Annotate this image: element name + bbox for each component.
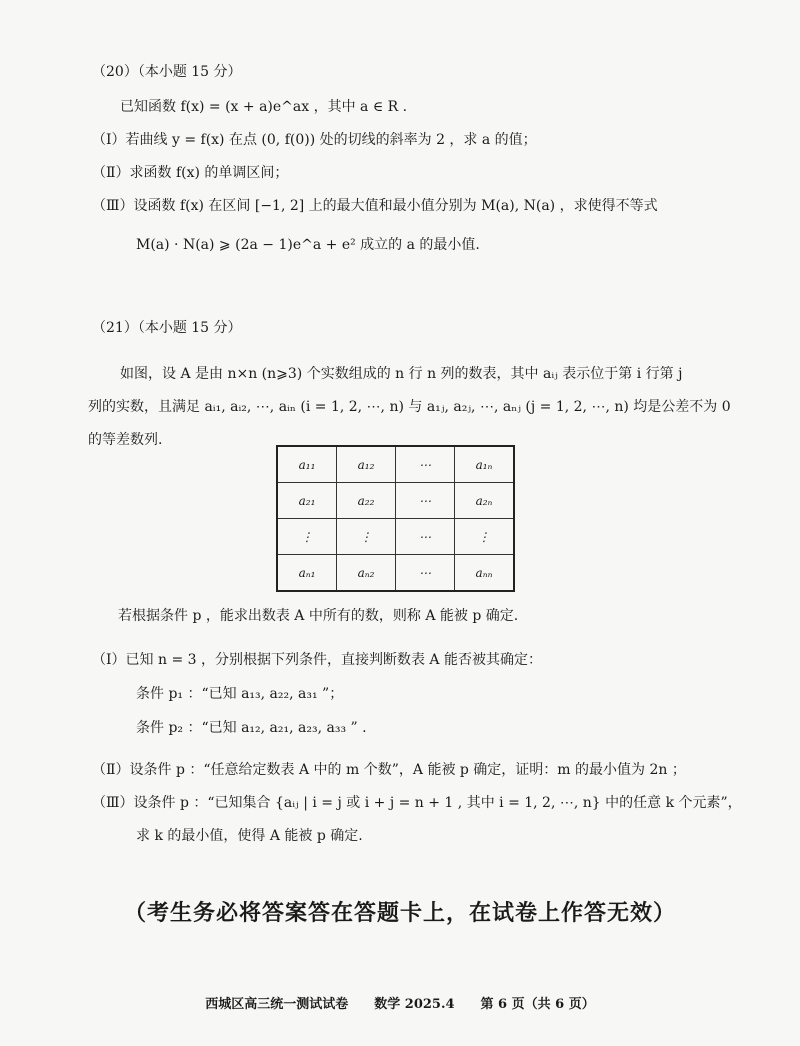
- table-cell: a₂ₙ: [455, 483, 515, 519]
- table-cell: ⋯: [396, 483, 455, 519]
- table-row: [277, 555, 514, 592]
- table-cell: ⋯: [396, 446, 455, 483]
- table-cell: aₙ₁: [277, 555, 337, 592]
- page-footer: 西城区高三统一测试试卷 数学 2025.4 第 6 页（共 6 页）: [205, 997, 595, 1012]
- table-cell: ⋯: [396, 555, 455, 592]
- q21-part3-line1: （Ⅲ）设条件 p ：“已知集合 {aᵢⱼ | i = j 或 i + j = n + 1 , 其中 i = 1, 2, ⋯, n} 中的任意 k 个元素”，: [92, 795, 742, 811]
- table-cell: a₂₂: [337, 483, 396, 519]
- q20-part3-line2: M(a) · N(a) ⩾ (2a − 1)e^a + e² 成立的 a 的最小值.: [136, 237, 480, 253]
- table-row: [277, 519, 514, 555]
- q21-part3-line2: 求 k 的最小值，使得 A 能被 p 确定.: [136, 828, 363, 844]
- table-cell: ⋮: [455, 519, 515, 555]
- q20-header: （20）（本小题 15 分）: [92, 64, 242, 80]
- q20-part2: （Ⅱ）求函数 f(x) 的单调区间；: [92, 165, 289, 181]
- q21-intro-line1: 如图，设 A 是由 n×n (n⩾3) 个实数组成的 n 行 n 列的数表，其中 aᵢⱼ 表示位于第 i 行第 j: [120, 366, 683, 382]
- q20-intro: 已知函数 f(x) = (x + a)e^ax ，其中 a ∈ R .: [120, 99, 408, 115]
- table-cell: a₁₁: [277, 446, 337, 483]
- number-table: [276, 445, 515, 592]
- table-cell: a₁ₙ: [455, 446, 515, 483]
- q20-part3-line1: （Ⅲ）设函数 f(x) 在区间 [−1, 2] 上的最大值和最小值分别为 M(a), N(a) ，求使得不等式: [92, 198, 658, 214]
- table-cell: ⋮: [337, 519, 396, 555]
- table-cell: ⋮: [277, 519, 337, 555]
- table-row: [277, 483, 514, 519]
- table-row: [277, 446, 514, 483]
- table-cell: aₙ₂: [337, 555, 396, 592]
- table-cell: a₁₂: [337, 446, 396, 483]
- q20-part1: （Ⅰ）若曲线 y = f(x) 在点 (0, f(0)) 处的切线的斜率为 2 ，求 a 的值；: [92, 132, 537, 148]
- table-cell: aₙₙ: [455, 555, 515, 592]
- q21-intro-line2: 列的实数，且满足 aᵢ₁, aᵢ₂, ⋯, aᵢₙ (i = 1, 2, ⋯, n) 与 a₁ⱼ, a₂ⱼ, ⋯, aₙⱼ (j = 1, 2, ⋯, n) 均是公差不为 0: [88, 399, 731, 415]
- q21-definition: 若根据条件 p ，能求出数表 A 中所有的数，则称 A 能被 p 确定.: [118, 608, 519, 624]
- q21-intro-line3: 的等差数列.: [88, 432, 163, 448]
- table-cell: ⋯: [396, 519, 455, 555]
- q21-part2: （Ⅱ）设条件 p ：“任意给定数表 A 中的 m 个数”，A 能被 p 确定，证明：m 的最小值为 2n ；: [92, 762, 686, 778]
- table-cell: a₂₁: [277, 483, 337, 519]
- q21-condition-p2: 条件 p₂ ：“已知 a₁₂, a₂₁, a₂₃, a₃₃ ” .: [136, 720, 367, 736]
- answer-notice: （考生务必将答案答在答题卡上，在试卷上作答无效）: [123, 900, 676, 926]
- q21-header: （21）（本小题 15 分）: [92, 320, 242, 336]
- q21-part1: （Ⅰ）已知 n = 3 ，分别根据下列条件，直接判断数表 A 能否被其确定：: [92, 652, 542, 668]
- q21-condition-p1: 条件 p₁ ：“已知 a₁₃, a₂₂, a₃₁ ”；: [136, 686, 344, 702]
